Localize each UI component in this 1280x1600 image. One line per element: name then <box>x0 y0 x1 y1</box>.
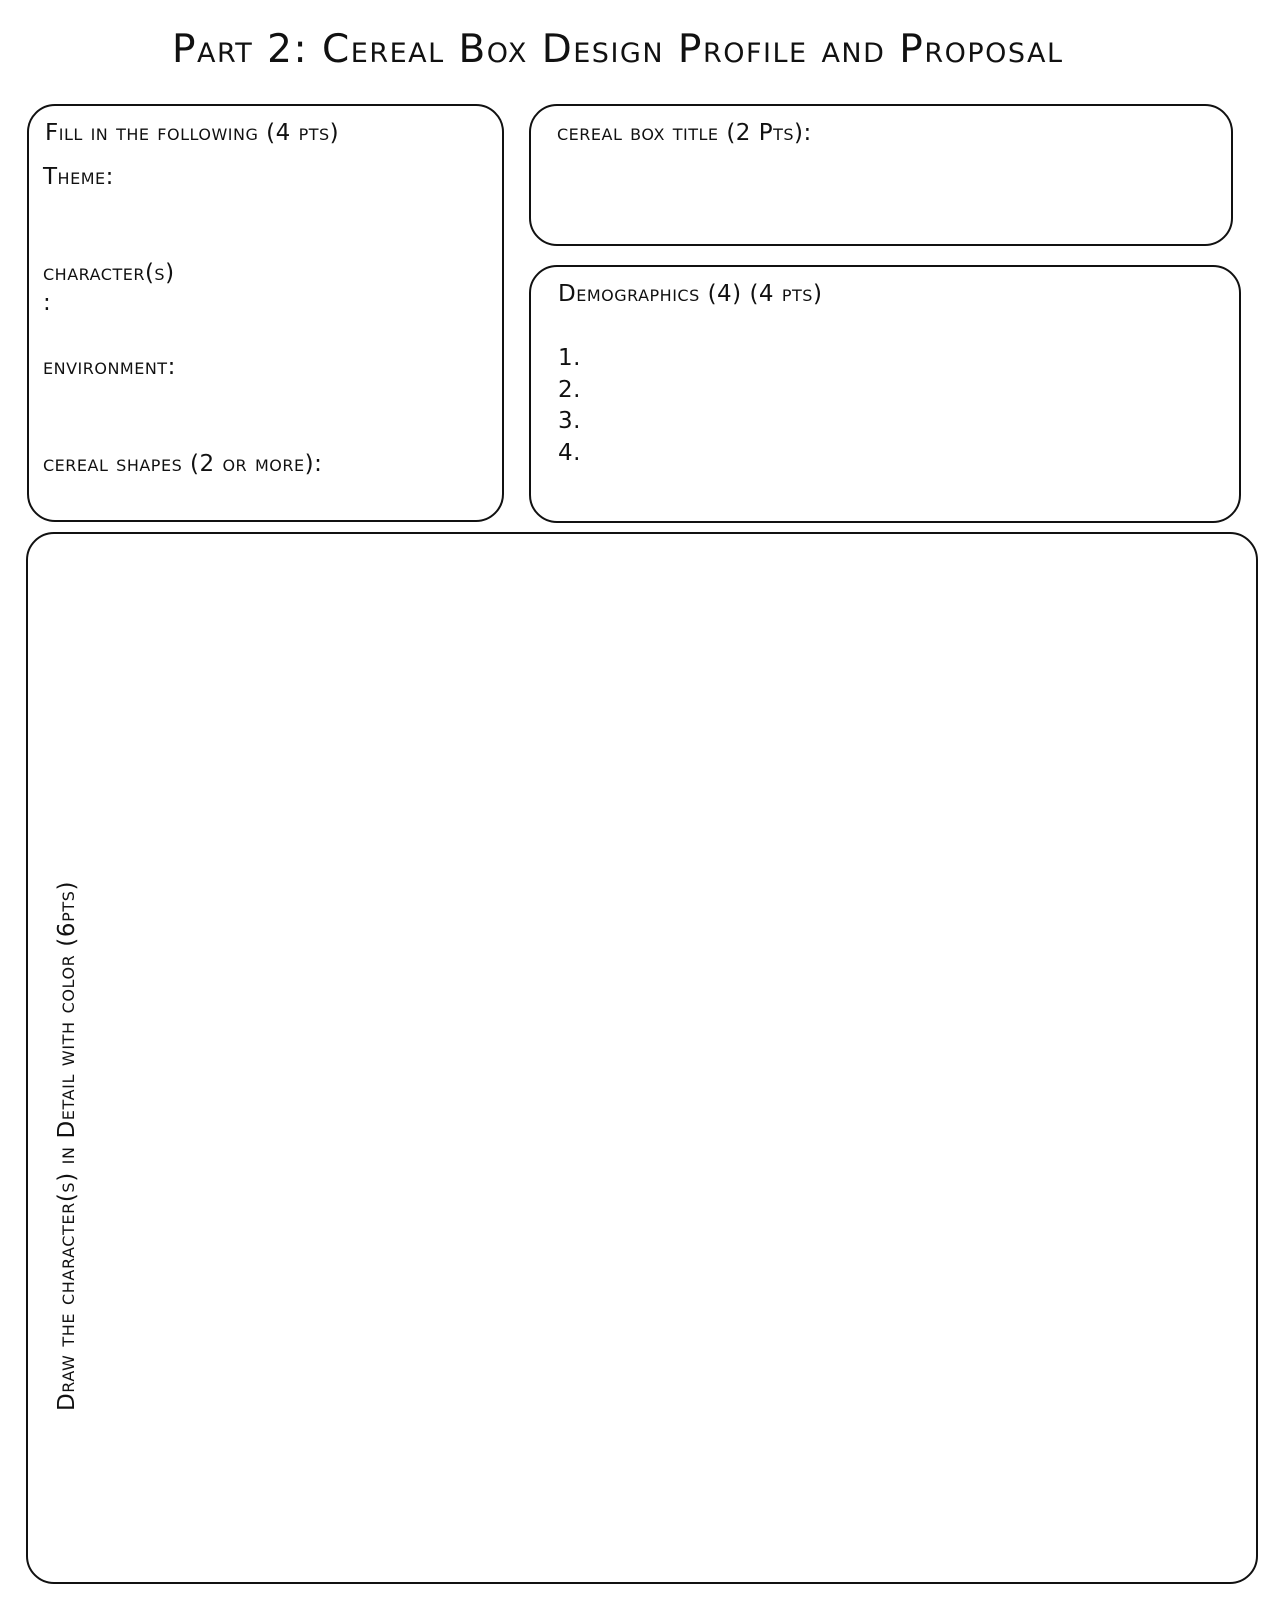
drawing-instruction: Draw the character(s) in Detail with color (6pts) <box>54 880 80 1411</box>
fill-in-box <box>27 104 504 522</box>
demographics-box <box>529 265 1241 523</box>
demographics-item: 2. <box>558 377 581 403</box>
characters-colon: : <box>43 290 52 316</box>
characters-label: character(s) <box>43 260 175 286</box>
demographics-heading: Demographics (4) (4 pts) <box>558 281 823 307</box>
environment-label: environment: <box>43 354 176 380</box>
fill-in-heading: Fill in the following (4 pts) <box>45 120 340 146</box>
theme-label: Theme: <box>43 164 114 190</box>
demographics-item: 1. <box>558 345 581 371</box>
cereal-title-box <box>529 104 1233 246</box>
demographics-item: 3. <box>558 408 581 434</box>
demographics-item: 4. <box>558 440 581 466</box>
drawing-box <box>26 532 1258 1584</box>
page-title: Part 2: Cereal Box Design Profile and Proposal <box>172 27 1064 72</box>
cereal-title-heading: cereal box title (2 Pts): <box>557 120 812 146</box>
cereal-shapes-label: cereal shapes (2 or more): <box>43 451 323 477</box>
